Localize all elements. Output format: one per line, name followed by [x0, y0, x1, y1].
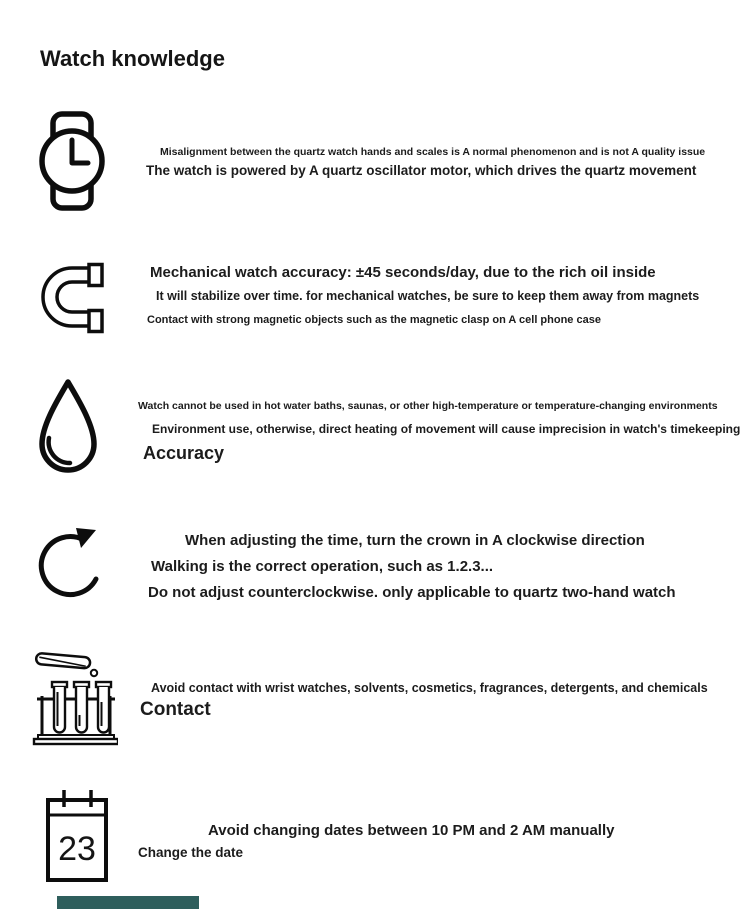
- crown-clockwise-note: When adjusting the time, turn the crown in A clockwise direction: [185, 532, 645, 549]
- change-date-heading: Change the date: [138, 845, 244, 860]
- calendar-day-number: 23: [58, 830, 96, 868]
- quartz-misalignment-note: Misalignment between the quartz watch hands and scales is A normal phenomenon and is not A quality issue: [160, 146, 706, 158]
- quartz-movement-note: The watch is powered by A quartz oscillator motor, which drives the quartz movement: [146, 163, 697, 178]
- water-drop-icon: [34, 376, 102, 480]
- contact-heading: Contact: [140, 699, 211, 720]
- chemicals-warning-note: Avoid contact with wrist watches, solvents, cosmetics, fragrances, detergents, and chemicals: [151, 681, 708, 695]
- footer-divider-bar: [57, 896, 199, 909]
- test-tubes-icon: [30, 642, 118, 746]
- magnet-icon: [32, 258, 114, 338]
- watch-icon: [36, 110, 108, 212]
- page-title: Watch knowledge: [40, 45, 225, 71]
- counterclockwise-warning-note: Do not adjust counterclockwise. only applicable to quartz two-hand watch: [148, 584, 676, 601]
- hot-water-warning-note: Watch cannot be used in hot water baths, saunas, or other high-temperature or temperature-changing environments: [138, 400, 718, 412]
- accuracy-heading: Accuracy: [143, 443, 225, 463]
- heating-imprecision-note: Environment use, otherwise, direct heating of movement will cause imprecision in watch's timekeeping: [152, 422, 741, 436]
- magnetic-objects-note: Contact with strong magnetic objects such as the magnetic clasp on A cell phone case: [147, 314, 601, 326]
- walking-operation-note: Walking is the correct operation, such as 1.2.3...: [151, 558, 494, 575]
- magnet-warning-note: It will stabilize over time. for mechanical watches, be sure to keep them away from magnets: [156, 289, 700, 303]
- mechanical-accuracy-note: Mechanical watch accuracy: ±45 seconds/day, due to the rich oil inside: [150, 264, 656, 281]
- date-change-warning-note: Avoid changing dates between 10 PM and 2 AM manually: [208, 822, 615, 839]
- clockwise-arrow-icon: [32, 518, 112, 610]
- calendar-icon: [38, 786, 114, 886]
